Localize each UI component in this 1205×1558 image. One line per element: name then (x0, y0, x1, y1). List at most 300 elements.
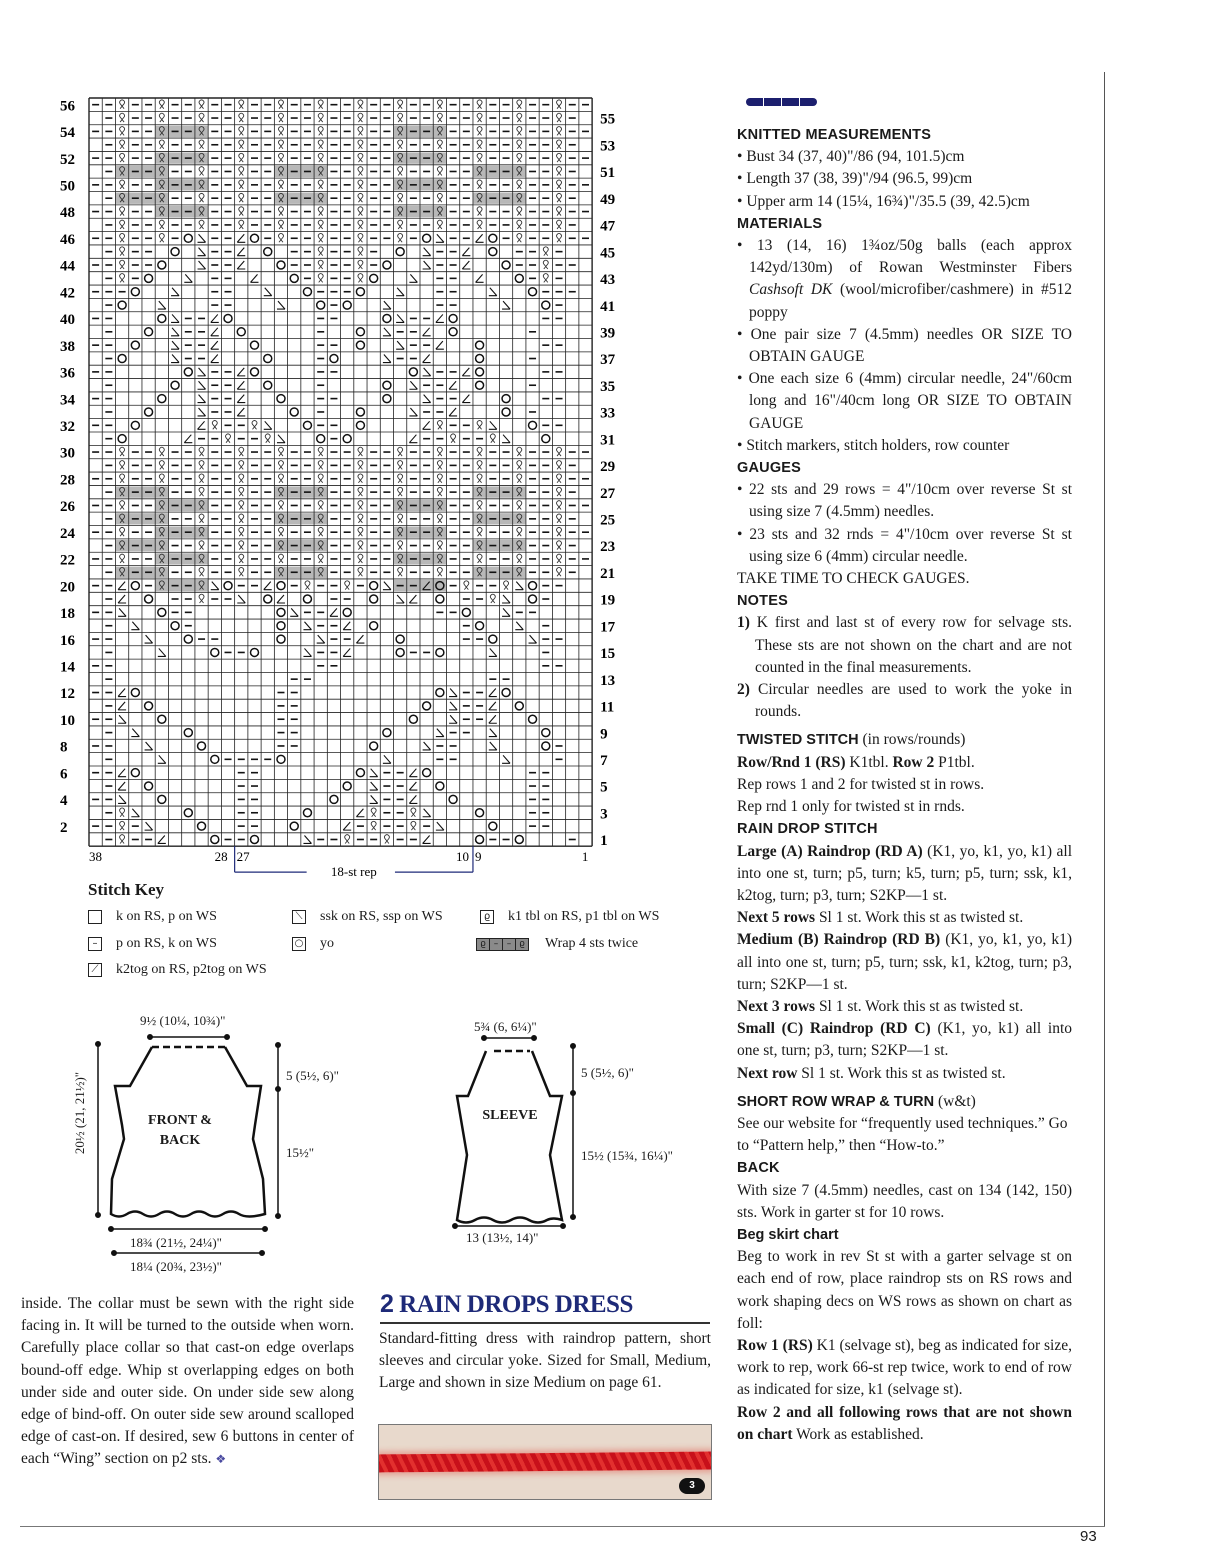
row-number-label: 20 (60, 579, 75, 596)
tbl-symbol (358, 100, 363, 109)
sleeve-schematic (430, 1005, 710, 1255)
key-item-purl (88, 936, 217, 952)
tbl-symbol (159, 461, 164, 470)
key-item-yo (292, 936, 334, 952)
row-number-label: 30 (60, 445, 75, 462)
row-number-label: 9 (600, 726, 608, 743)
tbl-symbol (477, 113, 482, 122)
row-number-label: 17 (600, 619, 616, 636)
ssk-symbol (264, 421, 272, 429)
yo-symbol (476, 835, 484, 843)
row-number-label: 3 (600, 806, 608, 823)
tbl-symbol (239, 554, 244, 563)
ssk-symbol (383, 755, 391, 763)
skirt-chart-text: Beg to work in rev St st with a garter selvage st on each end of row, place raindrop sts on RS rows and work shaping decs on WS rows as shown on chart as foll: (737, 1248, 1072, 1332)
yo-symbol (436, 689, 444, 697)
row-number-label: 40 (60, 312, 75, 329)
ssk-symbol (198, 234, 206, 242)
materials-item: • One pair size 7 (4.5mm) needles OR SIZE TO OBTAIN GAUGE (737, 325, 1072, 366)
tbl-symbol (226, 434, 231, 443)
ssk-symbol (489, 742, 497, 750)
row-number-label: 34 (60, 392, 75, 409)
key-label: Wrap 4 sts twice (545, 936, 639, 951)
tbl-symbol (517, 234, 522, 243)
tbl-symbol (199, 474, 204, 483)
yo-symbol (184, 234, 192, 242)
ssk-symbol (184, 274, 192, 282)
ssk-symbol (383, 301, 391, 309)
row-number-label: 38 (60, 338, 75, 355)
raindrop-medium-next: Next 3 rows Sl 1 st. Work this st as twisted st. (737, 997, 1024, 1015)
k2tog-symbol (118, 689, 126, 697)
k2tog-symbol (184, 435, 192, 443)
sleeve-title: SLEEVE (482, 1108, 538, 1123)
yo-symbol (131, 582, 139, 590)
tbl-symbol (318, 207, 323, 216)
yo-symbol (356, 328, 364, 336)
yo-symbol (409, 368, 417, 376)
tbl-symbol (159, 220, 164, 229)
tbl-symbol (318, 180, 323, 189)
gauge-item: • 23 sts and 32 rnds = 4"/10cm over reverse St st using size 6 (4mm) circular needle. (737, 525, 1072, 565)
tbl-symbol (279, 501, 284, 510)
yo-symbol (515, 274, 523, 282)
end-mark-icon: ❖ (215, 1452, 227, 1467)
yo-symbol (396, 635, 404, 643)
yo-symbol (330, 795, 338, 803)
tbl-symbol (557, 234, 562, 243)
yo-symbol (489, 248, 497, 256)
tbl-symbol (437, 568, 442, 577)
ssk-symbol (396, 314, 404, 322)
materials-item: • 13 (14, 16) 1¾oz/50g balls (each approx 142yd/130m) of Rowan Westminster Fibers Cashsoft DK (wool/microfiber/cashmere) in #512 poppy (737, 237, 1072, 321)
tbl-symbol (517, 474, 522, 483)
tbl-symbol (318, 220, 323, 229)
tbl-symbol (517, 127, 522, 136)
tbl-symbol (239, 207, 244, 216)
ssk-symbol (502, 435, 510, 443)
k2tog-symbol (356, 635, 364, 643)
tbl-symbol (239, 527, 244, 536)
yo-symbol (251, 368, 259, 376)
yo-symbol (476, 368, 484, 376)
yo-symbol (529, 421, 537, 429)
tbl-symbol (398, 234, 403, 243)
yo-symbol (251, 234, 259, 242)
yo-symbol (449, 328, 457, 336)
ssk-symbol (211, 582, 219, 590)
yo-symbol (184, 368, 192, 376)
tbl-symbol (159, 447, 164, 456)
k2tog-symbol (462, 395, 470, 403)
tbl-symbol (199, 113, 204, 122)
yo-symbol (251, 648, 259, 656)
yo-symbol (343, 301, 351, 309)
materials-item: • One each size 6 (4mm) circular needle, 24"/60cm long and 16"/40cm long OR SIZE TO OBTAIN GAUGE (737, 370, 1072, 432)
yo-symbol (529, 288, 537, 296)
ssk-symbol (370, 769, 378, 777)
k2tog-symbol (118, 582, 126, 590)
yo-symbol (171, 381, 179, 389)
tbl-symbol (385, 835, 390, 844)
key-item-k2tog (88, 962, 267, 978)
tbl-symbol (199, 167, 204, 176)
ssk-symbol (423, 248, 431, 256)
yo-symbol (542, 742, 550, 750)
tbl-symbol (543, 247, 548, 256)
tbl-symbol (159, 474, 164, 483)
yo-symbol (145, 702, 153, 710)
tbl-symbol (279, 127, 284, 136)
row-number-label: 16 (60, 632, 75, 649)
yo-symbol (158, 261, 166, 269)
tbl-symbol (557, 127, 562, 136)
tbl-symbol (517, 140, 522, 149)
yo-symbol (290, 408, 298, 416)
k2tog-symbol (343, 648, 351, 656)
ssk-symbol (171, 328, 179, 336)
k2tog-symbol (489, 689, 497, 697)
skill-segment-3 (782, 98, 799, 106)
back-row2: Row 2 and all following rows that are not shown on chart Work as established. (737, 1403, 1072, 1443)
k2tog-symbol (118, 702, 126, 710)
ssk-symbol (198, 248, 206, 256)
yo-symbol (131, 341, 139, 349)
tbl-symbol (279, 554, 284, 563)
sleeve-width: 13 (13½, 14)" (466, 1230, 539, 1245)
ssk-symbol (409, 381, 417, 389)
tbl-symbol (398, 514, 403, 523)
tbl-symbol (120, 140, 125, 149)
sleeve-length: 15½ (15¾, 16¼)" (581, 1148, 673, 1163)
tbl-symbol (120, 260, 125, 269)
back-text: With size 7 (4.5mm) needles, cast on 134 (142, 150) sts. Work in garter st for 10 rows. (737, 1181, 1072, 1221)
tbl-symbol (398, 474, 403, 483)
yo-symbol (529, 595, 537, 603)
ssk-symbol (158, 648, 166, 656)
tbl-symbol (517, 554, 522, 563)
k2tog-symbol (237, 408, 245, 416)
tbl-symbol (358, 260, 363, 269)
tbl-symbol (239, 193, 244, 202)
tbl-symbol (318, 113, 323, 122)
row-number-label: 4 (60, 793, 68, 810)
tbl-symbol (517, 100, 522, 109)
row-number-label: 1 (600, 833, 608, 850)
ssk-symbol (396, 341, 404, 349)
ssk-symbol (145, 635, 153, 643)
k2tog-symbol (409, 795, 417, 803)
yo-symbol (476, 355, 484, 363)
tbl-symbol (279, 153, 284, 162)
row-number-label: 28 (60, 472, 75, 489)
row-number-label: 35 (600, 378, 616, 395)
tbl-symbol (318, 153, 323, 162)
tbl-symbol (557, 474, 562, 483)
ssk-symbol (171, 355, 179, 363)
raindrop-large-next: Next 5 rows Sl 1 st. Work this st as twisted st. (737, 909, 1024, 927)
ssk-symbol (171, 314, 179, 322)
yo-symbol (118, 301, 126, 309)
tbl-symbol (517, 153, 522, 162)
measurement-item: • Bust 34 (37, 40)"/86 (94, 101.5)cm (737, 148, 965, 166)
tbl-symbol (199, 447, 204, 456)
yo-circle-icon: ○ (292, 937, 306, 951)
knitting-chart (60, 92, 640, 892)
tbl-symbol (398, 447, 403, 456)
tbl-symbol (557, 220, 562, 229)
yo-symbol (171, 622, 179, 630)
ssk-symbol (423, 368, 431, 376)
tbl-symbol (477, 100, 482, 109)
tbl-symbol (279, 474, 284, 483)
tbl-symbol (517, 180, 522, 189)
ssk-symbol (171, 288, 179, 296)
tbl-symbol (358, 207, 363, 216)
tbl-symbol (239, 167, 244, 176)
tbl-symbol (239, 140, 244, 149)
tbl-symbol (279, 100, 284, 109)
yo-symbol (198, 822, 206, 830)
k2tog-symbol (449, 408, 457, 416)
yo-symbol (489, 234, 497, 242)
sleeve-top-width: 5¾ (6, 6¼)" (474, 1019, 537, 1034)
tbl-symbol (120, 234, 125, 243)
yo-symbol (211, 755, 219, 763)
tbl-symbol (120, 821, 125, 830)
raindrop-small-next: Next row Sl 1 st. Work this st as twisted st. (737, 1064, 1006, 1082)
page-number: 93 (1080, 1528, 1097, 1545)
tbl-symbol (318, 260, 323, 269)
k2tog-symbol (264, 582, 272, 590)
yo-symbol (370, 622, 378, 630)
tbl-symbol (120, 207, 125, 216)
column-number-label: 27 (236, 849, 250, 865)
tbl-symbol (517, 447, 522, 456)
tbl-symbol (279, 180, 284, 189)
k2tog-symbol (476, 234, 484, 242)
tbl-symbol (318, 527, 323, 536)
tbl-symbol (398, 487, 403, 496)
yo-symbol (383, 314, 391, 322)
tbl-symbol (358, 487, 363, 496)
ssk-symbol (449, 702, 457, 710)
tbl-symbol (517, 113, 522, 122)
yo-symbol (343, 608, 351, 616)
row-number-label: 11 (600, 699, 615, 716)
ssk-symbol (198, 368, 206, 376)
tbl-symbol (517, 207, 522, 216)
yo-symbol (303, 809, 311, 817)
yo-symbol (356, 408, 364, 416)
tbl-symbol (120, 247, 125, 256)
yo-symbol (131, 288, 139, 296)
project-title-rule (380, 1322, 710, 1324)
k2tog-symbol (423, 421, 431, 429)
fb-hem-width: 18¾ (21½, 24¼)" (130, 1235, 222, 1250)
k2tog-symbol (423, 355, 431, 363)
ssk-symbol (449, 689, 457, 697)
tbl-symbol (437, 140, 442, 149)
tbl-symbol (477, 220, 482, 229)
row-number-label: 13 (600, 672, 616, 689)
tbl-symbol (239, 220, 244, 229)
fb-total-length: 20½ (21, 21½)" (72, 1071, 87, 1155)
row-number-label: 32 (60, 419, 75, 435)
knit-box-icon (88, 910, 102, 924)
tbl-symbol (437, 193, 442, 202)
tbl-symbol (199, 461, 204, 470)
tbl-symbol (557, 193, 562, 202)
ssk-symbol (502, 608, 510, 616)
yo-symbol (198, 742, 206, 750)
project-title-text: RAIN DROPS DRESS (399, 1291, 633, 1318)
tbl-symbol (159, 234, 164, 243)
ssk-symbol (423, 261, 431, 269)
tbl-symbol (120, 274, 125, 283)
ssk-symbol (383, 328, 391, 336)
tbl-symbol (398, 167, 403, 176)
tbl-symbol (239, 461, 244, 470)
gauge-note: TAKE TIME TO CHECK GAUGES. (737, 570, 970, 588)
tbl-symbol (358, 113, 363, 122)
yo-symbol (396, 648, 404, 656)
tbl-symbol (239, 113, 244, 122)
yo-symbol (145, 274, 153, 282)
twisted-stitch-rows: Row/Rnd 1 (RS) K1tbl. Row 2 P1tbl. (737, 753, 975, 771)
yo-symbol (158, 314, 166, 322)
tbl-symbol (120, 127, 125, 136)
row-number-label: 19 (600, 592, 616, 609)
yo-symbol (145, 595, 153, 603)
tbl-symbol (358, 220, 363, 229)
ssk-symbol (198, 395, 206, 403)
tbl-symbol (120, 461, 125, 470)
ssk-symbol (396, 595, 404, 603)
notes-heading: NOTES (737, 593, 788, 610)
yo-symbol (290, 822, 298, 830)
yo-symbol (158, 715, 166, 723)
back-heading: BACK (737, 1160, 780, 1177)
yo-symbol (502, 261, 510, 269)
measurement-item: • Upper arm 14 (15¼, 16¾)"/35.5 (39, 42.5)cm (737, 192, 1030, 210)
tbl-symbol (239, 447, 244, 456)
ssk-symbol (423, 809, 431, 817)
yo-symbol (277, 261, 285, 269)
tbl-symbol (411, 808, 416, 817)
tbl-symbol (543, 260, 548, 269)
tbl-symbol (358, 140, 363, 149)
tbl-symbol (279, 113, 284, 122)
ssk-symbol (489, 288, 497, 296)
yo-symbol (145, 782, 153, 790)
tbl-symbol (358, 461, 363, 470)
yo-symbol (303, 595, 311, 603)
ssk-symbol (489, 729, 497, 737)
tbl-symbol (212, 421, 217, 430)
tbl-symbol (557, 207, 562, 216)
yo-symbol (158, 795, 166, 803)
raindrop-large: Large (A) Raindrop (RD A) (K1, yo, k1, yo, k1) all into one st, turn; p5, turn; k5, turn; p5, turn; ssk, k1, k2tog, turn; p3, turn; S2KP—1 st. (737, 842, 1072, 904)
fb-title-line2: BACK (159, 1133, 201, 1148)
row-number-label: 37 (600, 352, 616, 369)
tbl-symbol (358, 568, 363, 577)
tbl-symbol (120, 808, 125, 817)
yo-symbol (118, 355, 126, 363)
row-number-label: 55 (600, 111, 616, 128)
row-number-label: 6 (60, 766, 68, 783)
yarn-strand (379, 1452, 711, 1473)
yo-symbol (383, 729, 391, 737)
ssk-symbol (264, 288, 272, 296)
ssk-symbol (449, 715, 457, 723)
yo-symbol (237, 328, 245, 336)
tbl-symbol (120, 113, 125, 122)
k2tog-symbol (436, 314, 444, 322)
tbl-symbol (477, 447, 482, 456)
raindrop-small: Small (C) Raindrop (RD C) (K1, yo, k1) all into one st, turn; p3, turn; S2KP—1 st. (737, 1020, 1073, 1060)
yo-symbol (383, 381, 391, 389)
tbl-symbol (557, 461, 562, 470)
k2tog-symbol (198, 421, 206, 429)
fb-body-height: 15½" (286, 1145, 315, 1160)
ssk-symbol (436, 729, 444, 737)
tbl-symbol (239, 100, 244, 109)
yo-symbol (158, 608, 166, 616)
note-item: 1) K first and last st of every row for selvage sts. These sts are not shown on the chart and are not counted in the final measurements. (737, 614, 1072, 676)
tbl-symbol (279, 527, 284, 536)
k2tog-symbol (211, 355, 219, 363)
row-number-label: 29 (600, 459, 616, 476)
key-item-ssk (292, 909, 443, 925)
yo-symbol (356, 288, 364, 296)
tbl-symbol (279, 461, 284, 470)
yo-symbol (317, 301, 325, 309)
yo-symbol (131, 689, 139, 697)
tbl-symbol (437, 220, 442, 229)
fb-top-width: 9½ (10¼, 10¾)" (140, 1013, 226, 1028)
yo-symbol (131, 421, 139, 429)
yo-symbol (264, 248, 272, 256)
k2tog-symbol (211, 328, 219, 336)
ssk-symbol (198, 381, 206, 389)
row-number-label: 31 (600, 432, 616, 449)
ssk-symbol (502, 595, 510, 603)
ssk-symbol (145, 822, 153, 830)
yo-symbol (145, 328, 153, 336)
ssk-symbol (131, 809, 139, 817)
yo-symbol (211, 648, 219, 656)
column-number-label: 9 (474, 849, 482, 865)
k2tog-symbol (462, 368, 470, 376)
tbl-symbol (398, 461, 403, 470)
tbl-symbol (120, 554, 125, 563)
tbl-symbol (318, 100, 323, 109)
sleeve-cap-height: 5 (5½, 6)" (581, 1065, 634, 1080)
tbl-symbol (398, 541, 403, 550)
tbl-symbol (239, 568, 244, 577)
tbl-symbol (557, 487, 562, 496)
fb-yoke-height: 5 (5½, 6)" (286, 1068, 339, 1083)
raindrop-medium: Medium (B) Raindrop (RD B) (K1, yo, k1, yo, k1) all into one st, turn; p5, turn; ssk, k1, k2tog, turn; p3, turn; S2KP—1 st. (737, 931, 1072, 993)
row-number-label: 48 (60, 205, 75, 222)
tbl-symbol (358, 501, 363, 510)
ssk-symbol (436, 234, 444, 242)
tbl-symbol (490, 594, 495, 603)
yo-symbol (303, 421, 311, 429)
tbl-symbol (557, 541, 562, 550)
tbl-symbol (239, 474, 244, 483)
